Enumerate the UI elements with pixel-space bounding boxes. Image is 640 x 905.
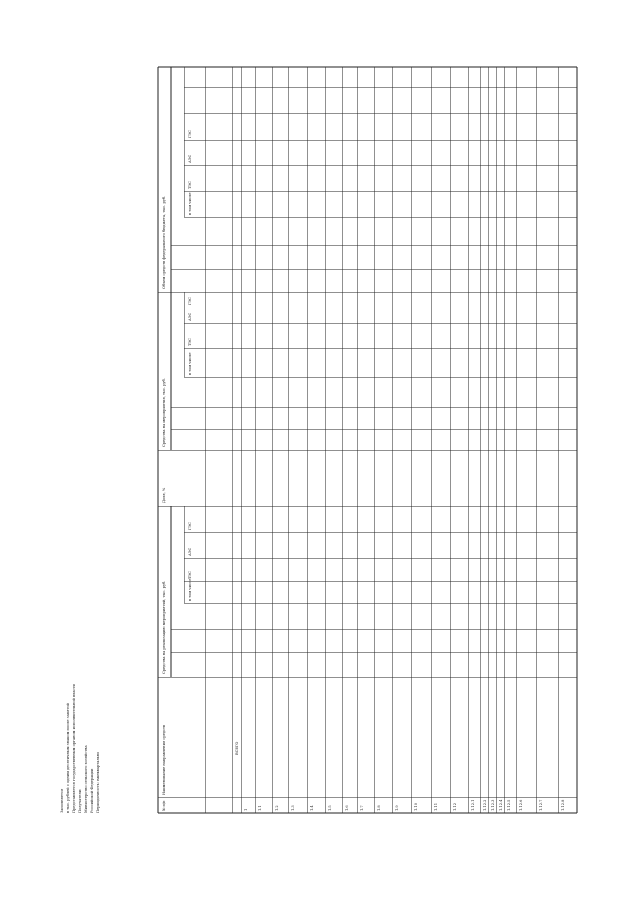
row-number: 1.9 bbox=[395, 805, 399, 811]
col-subheader: ГЭС bbox=[188, 522, 192, 530]
col-subheader: ГЭС bbox=[188, 130, 192, 138]
col-subheader: АЭС bbox=[188, 312, 192, 321]
row-number: 1.12 bbox=[453, 802, 457, 811]
col-subheader: в том числе bbox=[188, 192, 192, 215]
note-line: Заполняется bbox=[60, 788, 64, 813]
col-subheader: ГЭС bbox=[188, 297, 192, 305]
col-subheader: в том числе bbox=[188, 352, 192, 375]
row-number: 1.12.6 bbox=[519, 799, 523, 811]
row-number: 1.12.5 bbox=[507, 799, 511, 811]
col-subheader: ТЭС bbox=[188, 338, 192, 346]
row-number: 1.11 bbox=[434, 802, 438, 811]
total-label: ВСЕГО bbox=[235, 741, 239, 755]
row-number: 1.12.2 bbox=[483, 799, 487, 811]
row-number: 1.1 bbox=[258, 805, 262, 811]
col-header-group-c: Объем средств федерального бюджета, тыс. руб. bbox=[162, 195, 166, 289]
note-line: в тыс. рублей с одним десятичным знаком после запятой bbox=[66, 703, 70, 813]
col-header-num: № п/п bbox=[162, 800, 166, 811]
col-header-group-b: Средства на мероприятия, тыс. руб. bbox=[162, 378, 166, 447]
note-line: Получатели: bbox=[78, 788, 82, 813]
row-number: 1.2 bbox=[275, 805, 279, 811]
col-header-name: Наименование направления средств bbox=[162, 724, 166, 795]
col-header-share: Доля, % bbox=[162, 487, 166, 503]
col-subheader: ТЭС bbox=[188, 181, 192, 189]
col-subheader: АЭС bbox=[188, 547, 192, 556]
note-line: Российской Федерации bbox=[90, 768, 94, 813]
row-number: 1.12.4 bbox=[499, 799, 503, 811]
note-line: Министерство сельского хозяйства bbox=[84, 745, 88, 813]
row-number: 1.7 bbox=[360, 805, 364, 811]
col-subheader: в том числе bbox=[188, 578, 192, 601]
row-number: 1.4 bbox=[310, 805, 314, 811]
row-number: 1.12.8 bbox=[561, 799, 565, 811]
note-line: Периодичность: ежеквартально bbox=[96, 751, 100, 813]
row-number: 1.8 bbox=[377, 805, 381, 811]
row-number: 1 bbox=[244, 808, 248, 811]
col-subheader: ТЭС bbox=[188, 571, 192, 579]
row-number: 1.12.1 bbox=[471, 799, 475, 811]
col-header-group-a: Средства на реализацию мероприятий, тыс. руб. bbox=[162, 580, 166, 674]
row-number: 1.5 bbox=[328, 805, 332, 811]
row-number: 1.10 bbox=[414, 802, 418, 811]
col-subheader: АЭС bbox=[188, 154, 192, 163]
row-number: 1.6 bbox=[345, 805, 349, 811]
note-line: Представляется государственным органом исполнительной власти bbox=[72, 684, 76, 813]
row-number: 1.3 bbox=[291, 805, 295, 811]
row-number: 1.12.7 bbox=[539, 799, 543, 811]
row-number: 1.12.3 bbox=[491, 799, 495, 811]
